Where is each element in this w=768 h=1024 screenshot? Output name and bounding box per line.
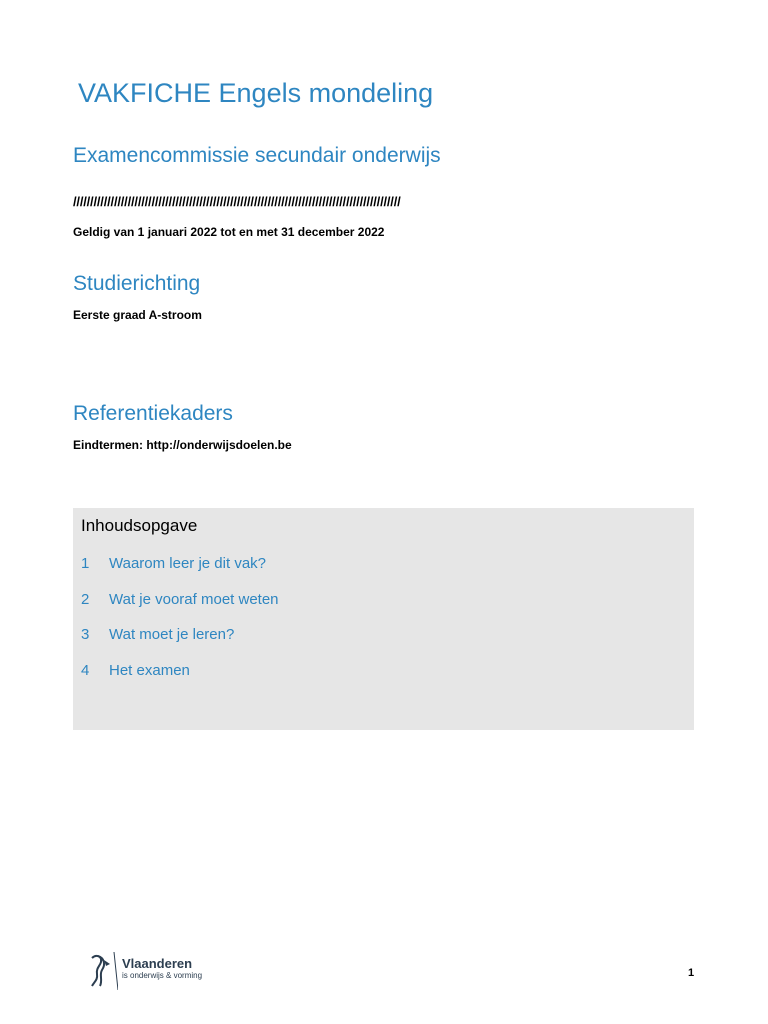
toc-item-label: Wat moet je leren? <box>109 626 235 643</box>
toc-title: Inhoudsopgave <box>81 516 198 535</box>
lion-icon <box>88 950 118 990</box>
separator-line: //////////////////////////////////////////////////////////////////////////////////////////////// <box>73 194 401 209</box>
vlaanderen-logo <box>88 950 218 990</box>
toc-item-1[interactable] <box>81 555 266 572</box>
toc-item-number: 3 <box>81 626 90 643</box>
toc-item-label: Het examen <box>109 662 190 679</box>
validity-period: Geldig van 1 januari 2022 tot en met 31 december 2022 <box>73 225 385 239</box>
document-subtitle: Examencommissie secundair onderwijs <box>73 144 441 167</box>
toc-item-number: 2 <box>81 591 90 608</box>
toc-item-3[interactable] <box>81 626 234 643</box>
document-title: VAKFICHE Engels mondeling <box>78 78 434 108</box>
logo-name: Vlaanderen <box>122 956 193 971</box>
table-of-contents <box>73 508 694 730</box>
studierichting-heading: Studierichting <box>73 272 201 295</box>
page-number: 1 <box>688 967 695 979</box>
toc-item-number: 4 <box>81 662 90 679</box>
referentiekaders-heading: Referentiekaders <box>73 402 233 425</box>
studierichting-value: Eerste graad A-stroom <box>73 308 202 322</box>
toc-item-label: Wat je vooraf moet weten <box>109 591 279 608</box>
toc-item-label: Waarom leer je dit vak? <box>109 555 267 572</box>
toc-item-4[interactable] <box>81 662 190 679</box>
logo-tagline: is onderwijs & vorming <box>122 971 203 980</box>
toc-item-2[interactable] <box>81 591 279 608</box>
referentiekaders-value: Eindtermen: http://onderwijsdoelen.be <box>73 438 292 452</box>
toc-item-number: 1 <box>81 555 90 572</box>
